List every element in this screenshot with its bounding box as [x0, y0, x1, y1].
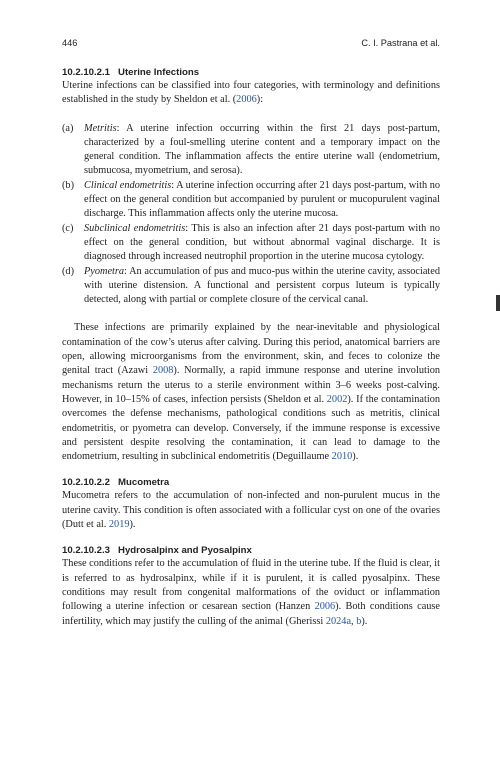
citation-link[interactable]: b	[356, 615, 362, 627]
body-text: ).	[352, 451, 359, 463]
list-item-pyometra	[62, 265, 440, 308]
intro-text-end: ):	[256, 94, 264, 106]
section-heading-hydrosalpinx	[62, 544, 440, 557]
item-term: Clinical endometritis	[84, 179, 172, 191]
item-text: : A uterine infection occurring after 21 days post-partum, with no effect on the general condition but accompanied by purulent or mucopurulent vaginal discharge. This inflammation affects only the uterine mucosa.	[84, 179, 441, 220]
hydrosalpinx-paragraph	[62, 557, 440, 628]
contamination-paragraph	[62, 321, 440, 464]
section-number: 10.2.10.2.1	[62, 67, 111, 78]
list-item-clinical-endometritis	[62, 179, 440, 222]
item-label: (a)	[62, 122, 74, 134]
body-text: These conditions refer to the accumulation of fluid in the uterine tube. If the fluid is clear, it is referred to as hydrosalpinx, while if it is purulent, it is called pyosalpinx. These conditions may result from congenital malformations of the oviduct or inflammation following a uterine infection or cesarean section (Hanzen	[62, 558, 440, 613]
citation-link[interactable]: 2008	[152, 365, 174, 377]
running-authors: C. I. Pastrana et al.	[361, 38, 440, 48]
citation-link[interactable]: 2019	[108, 519, 130, 531]
body-text: ).	[361, 615, 368, 627]
list-item-subclinical-endometritis	[62, 222, 440, 265]
section-number: 10.2.10.2.3	[62, 545, 111, 557]
list-item-metritis	[62, 122, 440, 179]
citation-separator: ,	[351, 615, 357, 627]
citation-link[interactable]: 2006	[314, 601, 336, 613]
body-text: ). If the contamination overcomes the defense mechanisms, pathological conditions such as metritis, clinical endometritis, or pyometra can develop. Conversely, if the immune response is excessive and persistent despite resolving the contamination, it can lead to damage to the endometrium, resulting in subclinical endometritis (Deguillaume	[62, 393, 440, 463]
body-text: ). Both conditions cause infertility, which may justify the culling of the animal (Gherissi	[62, 601, 440, 627]
body-text: ).	[129, 519, 136, 531]
mucometra-paragraph	[62, 489, 440, 532]
item-text: : This is also an infection after 21 days post-partum with no effect on the general condition, but without abnormal vaginal discharge. It is diagnosed through increased neutrophil proportion in the uterine mucosa cytology.	[84, 222, 440, 263]
section-heading-mucometra	[62, 476, 440, 489]
citation-link[interactable]: 2010	[331, 451, 353, 463]
citation-link[interactable]: 2002	[326, 393, 348, 405]
item-term: Metritis	[84, 122, 117, 134]
section-title: Mucometra	[118, 477, 170, 489]
body-text: These infections are primarily explained by the near-inevitable and physiological contamination of the cow’s uterus after calving. During this period, anatomical barriers are open, allowing microorganisms from the environment, skin, and feces to colonize the genital tract (Azawi	[62, 322, 440, 377]
page-edge-tab	[496, 295, 500, 311]
infection-category-list	[62, 122, 440, 308]
item-label: (d)	[62, 265, 75, 277]
section-heading-uterine-infections	[62, 66, 440, 79]
section-title: Hydrosalpinx and Pyosalpinx	[118, 545, 252, 557]
running-header	[62, 38, 440, 52]
item-label: (c)	[62, 222, 74, 234]
item-text: : An accumulation of pus and muco-pus within the uterine cavity, associated with uterine distension. A functional and persistent corpus luteum is typically detected, along with partial or complete closure of the cervical canal.	[84, 265, 440, 306]
page-number: 446	[62, 38, 78, 48]
body-text: Mucometra refers to the accumulation of non-infected and non-purulent mucus in the uterine cavity. This condition is often associated with a follicular cyst on one of the ovaries (Dutt et al.	[62, 490, 440, 531]
intro-paragraph	[62, 79, 440, 108]
citation-link[interactable]: 2006	[236, 94, 257, 106]
body-text: ). Normally, a rapid immune response and uterine involution mechanisms return the uterus to a sterile environment within 3–6 weeks post-calving. However, in 10–15% of cases, infection persists (Sheldon et al.	[62, 365, 440, 405]
section-title: Uterine Infections	[118, 67, 200, 78]
item-term: Pyometra	[84, 265, 125, 277]
item-term: Subclinical endometritis	[84, 222, 186, 234]
item-text: : A uterine infection occurring within the first 21 days post-partum, characterized by a foul-smelling uterine content and a temporary impact on the general condition. The inflammation affects the entire uterine wall (endometrium, submucosa, myometrium, and serosa).	[84, 122, 440, 177]
item-label: (b)	[62, 179, 75, 191]
intro-text: Uterine infections can be classified into four categories, with terminology and definitions established in the study by Sheldon et al. (	[62, 80, 440, 106]
citation-link[interactable]: 2024a	[325, 615, 352, 627]
section-number: 10.2.10.2.2	[62, 477, 111, 489]
